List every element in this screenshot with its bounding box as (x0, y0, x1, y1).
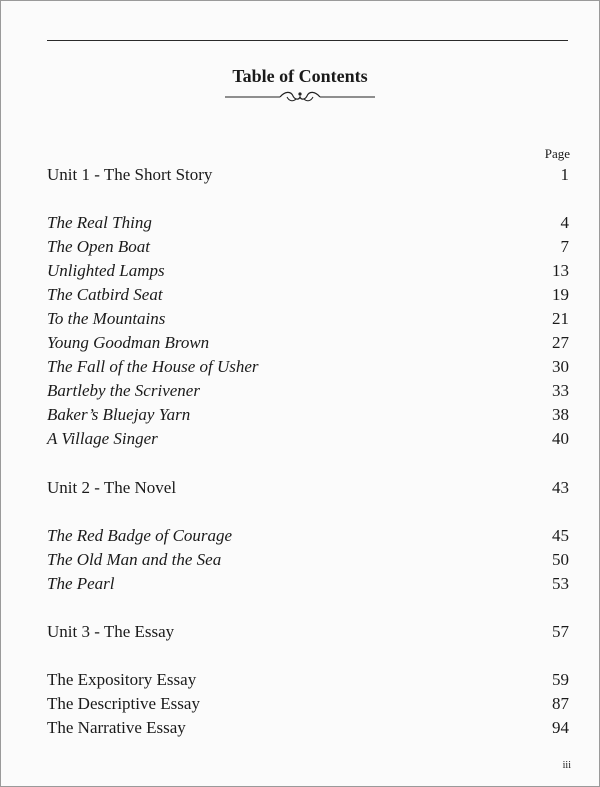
toc-entry-label: Unit 3 - The Essay (47, 622, 175, 641)
toc-entry-page: 21 (552, 309, 569, 328)
toc-entry[interactable] (47, 260, 569, 282)
toc-entry-unit-3[interactable] (47, 621, 569, 643)
toc-entry-page: 27 (552, 333, 569, 352)
toc-entry[interactable] (47, 693, 569, 715)
toc-entry-label: A Village Singer (47, 429, 158, 448)
toc-entry[interactable] (47, 380, 569, 402)
toc-entry-unit-2[interactable] (47, 477, 569, 499)
toc-entry-page: 57 (552, 622, 569, 641)
page-title: Table of Contents (232, 66, 368, 86)
toc-entry-label: To the Mountains (47, 309, 166, 328)
toc-entry-label: The Pearl (47, 574, 115, 593)
toc-entry-page: 13 (552, 261, 569, 280)
page-column-header: Page (544, 146, 570, 161)
toc-entry-label: Bartleby the Scrivener (47, 381, 200, 400)
toc-entry-page: 19 (552, 285, 569, 304)
toc-entry-page: 4 (560, 213, 569, 232)
toc-entry[interactable] (47, 428, 569, 450)
toc-entry[interactable] (47, 308, 569, 330)
toc-entry-label: Unit 1 - The Short Story (47, 165, 213, 184)
toc-entry[interactable] (47, 332, 569, 354)
page-number: iii (562, 760, 571, 771)
toc-entry-label: The Catbird Seat (47, 285, 163, 304)
toc-entry[interactable] (47, 573, 569, 595)
toc-entry-page: 33 (552, 381, 569, 400)
toc-entry-label: The Narrative Essay (47, 718, 186, 737)
toc-entry[interactable] (47, 356, 569, 378)
toc-entry-page: 45 (552, 526, 569, 545)
toc-entry-page: 7 (560, 237, 569, 256)
toc-entry[interactable] (47, 669, 569, 691)
toc-entry-page: 43 (552, 478, 569, 497)
top-rule (47, 40, 568, 41)
toc-entry-label: The Fall of the House of Usher (47, 357, 259, 376)
toc-entry-page: 94 (552, 718, 569, 737)
toc-entry-label: The Red Badge of Courage (47, 526, 233, 545)
toc-entry-page: 50 (552, 550, 569, 569)
toc-entry[interactable] (47, 404, 569, 426)
toc-entry-label: The Expository Essay (47, 670, 197, 689)
toc-entry[interactable] (47, 525, 569, 547)
toc-entry-page: 38 (552, 405, 569, 424)
toc-entry-label: Young Goodman Brown (47, 333, 210, 352)
toc-entry-label: Unit 2 - The Novel (47, 478, 177, 497)
toc-entry[interactable] (47, 717, 569, 739)
toc-entry-page: 40 (552, 429, 569, 448)
toc-entry-label: The Real Thing (47, 213, 152, 232)
toc-entry[interactable] (47, 236, 569, 258)
toc-entry-label: Unlighted Lamps (47, 261, 165, 280)
toc-entry[interactable] (47, 212, 569, 234)
toc-entry-page: 87 (552, 694, 569, 713)
toc-entry[interactable] (47, 284, 569, 306)
toc-entry-label: The Old Man and the Sea (47, 550, 222, 569)
ornament-divider (225, 88, 375, 106)
toc-entry[interactable] (47, 549, 569, 571)
toc-entry-page: 59 (552, 670, 569, 689)
toc-entry-label: The Open Boat (47, 237, 150, 256)
toc-entry-page: 30 (552, 357, 569, 376)
toc-entry-unit-1[interactable] (47, 164, 569, 186)
toc-entry-page: 1 (560, 165, 569, 184)
toc-entry-page: 53 (552, 574, 569, 593)
toc-entry-label: Baker’s Bluejay Yarn (47, 405, 191, 424)
toc-entry-label: The Descriptive Essay (47, 694, 200, 713)
